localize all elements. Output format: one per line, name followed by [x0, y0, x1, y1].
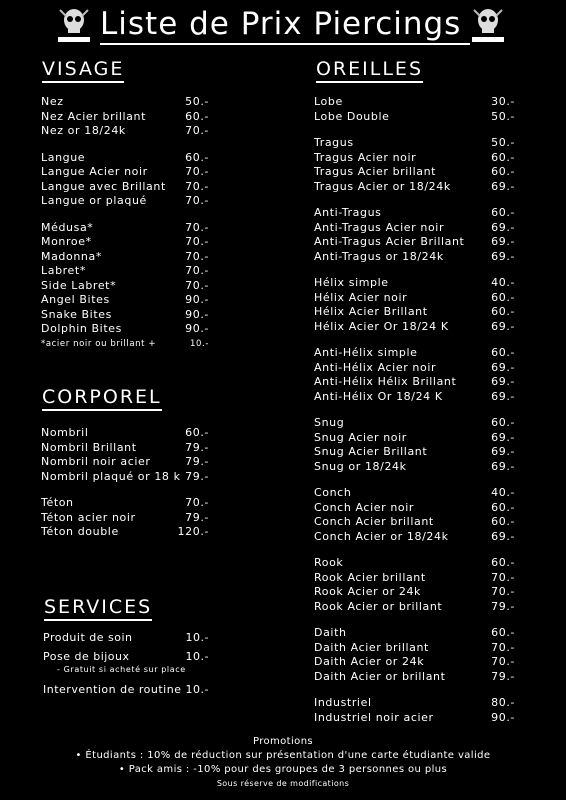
item-label: Nez or 18/24k	[41, 124, 126, 137]
item-price: 70.-	[185, 249, 209, 263]
price-row	[314, 361, 515, 376]
item-label: Rook	[314, 556, 344, 569]
item-label: Lobe Double	[314, 109, 390, 123]
item-label: Daith Acier or brillant	[314, 669, 446, 683]
item-label: Snug or 18/24k	[314, 459, 407, 473]
price-row	[41, 279, 209, 294]
price-row	[314, 641, 515, 656]
promotions-footer	[0, 735, 566, 791]
price-row	[314, 250, 515, 265]
price-row	[41, 455, 209, 470]
service-label: Produit de soin	[43, 631, 133, 644]
price-row	[41, 441, 209, 456]
price-row	[314, 655, 515, 670]
section-heading-visage: VISAGE	[42, 58, 124, 83]
item-label: Téton	[41, 496, 74, 509]
price-row	[41, 470, 209, 485]
item-label: Anti-Tragus Acier noir	[314, 220, 445, 234]
item-price: 90.-	[185, 293, 209, 306]
item-price: 69.-	[491, 430, 515, 444]
price-row	[41, 124, 209, 139]
item-price: 90.-	[491, 710, 515, 724]
price-row	[314, 585, 515, 600]
item-price: 69.-	[491, 179, 515, 193]
oreilles-group	[314, 556, 515, 614]
corporel-group	[41, 426, 209, 484]
item-price: 60.-	[491, 150, 515, 164]
item-price: 79.-	[491, 669, 515, 683]
price-row	[41, 511, 209, 526]
item-price: 60.-	[491, 290, 515, 304]
item-price: 69.-	[491, 445, 515, 458]
item-label: Lobe	[314, 95, 343, 108]
services-price-list	[43, 630, 209, 697]
skull-logo-right	[470, 6, 506, 48]
service-label: Intervention de routine	[43, 683, 182, 696]
item-price: 70.-	[491, 640, 515, 654]
price-row	[41, 264, 209, 279]
price-row	[314, 320, 515, 335]
item-price: 69.-	[491, 529, 515, 543]
skull-logo-left	[56, 6, 92, 48]
price-row	[41, 221, 209, 236]
item-price: 70.-	[185, 165, 209, 178]
item-price: 40.-	[491, 486, 515, 499]
visage-group	[41, 221, 209, 352]
item-price: 70.-	[185, 179, 209, 193]
item-price: 69.-	[491, 459, 515, 473]
price-row	[314, 431, 515, 446]
item-label: Daith Acier brillant	[314, 640, 429, 654]
item-label: Langue or plaqué	[41, 194, 147, 207]
item-price: 79.-	[185, 440, 209, 454]
item-price: 60.-	[185, 150, 209, 164]
price-row	[314, 515, 515, 530]
price-row	[314, 530, 515, 545]
price-row	[41, 426, 209, 441]
item-label: Langue avec Brillant	[41, 179, 166, 193]
item-label: Daith Acier or 24k	[314, 655, 425, 668]
item-label: Téton acier noir	[41, 510, 136, 524]
price-row	[41, 180, 209, 195]
service-note: - Gratuit si acheté sur place	[57, 665, 186, 674]
item-price: 69.-	[491, 389, 515, 403]
price-row	[314, 95, 515, 110]
price-row	[41, 308, 209, 323]
price-row	[314, 235, 515, 250]
item-price: 60.-	[491, 626, 515, 639]
item-price: 50.-	[185, 95, 209, 108]
item-label: Rook Acier or brillant	[314, 599, 443, 613]
item-label: Snug	[314, 416, 345, 429]
price-row	[41, 293, 209, 308]
item-price: 60.-	[491, 416, 515, 429]
item-price: 70.-	[185, 264, 209, 277]
item-label: Angel Bites	[41, 293, 110, 306]
item-label: Hélix simple	[314, 276, 389, 289]
page-title: Liste de Prix Piercings	[100, 6, 470, 45]
price-row	[314, 711, 515, 726]
price-row	[314, 416, 515, 431]
item-label: Conch Acier brillant	[314, 515, 434, 528]
item-price: 70.-	[491, 570, 515, 584]
section-heading-corporel: CORPOREL	[42, 386, 162, 411]
item-label: Monroe*	[41, 235, 92, 248]
price-row	[314, 180, 515, 195]
oreilles-group	[314, 206, 515, 264]
price-row	[314, 305, 515, 320]
price-row	[41, 525, 209, 540]
item-label: Industriel	[314, 696, 372, 709]
item-price: 60.-	[491, 556, 515, 569]
item-label: Anti-Hélix Acier noir	[314, 360, 437, 374]
item-price: 90.-	[185, 322, 209, 335]
item-label: Médusa*	[41, 220, 94, 234]
price-row	[314, 390, 515, 405]
promo-students: • Étudiants : 10% de réduction sur présentation d'une carte étudiante valide	[75, 750, 491, 761]
item-price: 70.-	[185, 278, 209, 292]
item-label: Tragus Acier or 18/24k	[314, 179, 451, 193]
service-label: Pose de bijoux	[43, 650, 130, 663]
price-row	[41, 151, 209, 166]
item-label: *acier noir ou brillant +	[41, 338, 157, 349]
item-label: Nombril plaqué or 18 k	[41, 469, 181, 483]
service-price: 10.-	[185, 650, 209, 663]
price-row	[314, 136, 515, 151]
price-row	[314, 571, 515, 586]
item-label: Tragus Acier noir	[314, 150, 417, 164]
item-label: Conch Acier or 18/24k	[314, 529, 449, 543]
price-row	[314, 556, 515, 571]
price-row	[314, 600, 515, 615]
item-price: 79.-	[185, 455, 209, 468]
item-price: 79.-	[185, 510, 209, 524]
item-label: Snug Acier noir	[314, 430, 407, 444]
item-price: 60.-	[185, 426, 209, 439]
price-row	[314, 501, 515, 516]
price-row	[314, 375, 515, 390]
item-label: Nombril Brillant	[41, 440, 137, 454]
price-row	[41, 337, 209, 352]
item-price: 79.-	[491, 599, 515, 613]
service-row	[43, 649, 209, 664]
item-price: 60.-	[491, 165, 515, 178]
promo-friends-pack: • Pack amis : -10% pour des groupes de 3 personnes ou plus	[118, 764, 448, 775]
item-price: 70.-	[491, 585, 515, 598]
item-price: 50.-	[491, 136, 515, 149]
item-price: 60.-	[491, 305, 515, 318]
price-row	[314, 165, 515, 180]
item-price: 69.-	[491, 360, 515, 374]
section-heading-services: SERVICES	[44, 596, 152, 621]
price-row	[41, 194, 209, 209]
item-price: 60.-	[491, 346, 515, 359]
price-row	[314, 696, 515, 711]
item-price: 70.-	[185, 496, 209, 509]
item-price: 70.-	[185, 194, 209, 207]
price-row	[41, 95, 209, 110]
item-label: Hélix Acier Or 18/24 K	[314, 319, 449, 333]
item-label: Labret*	[41, 264, 86, 277]
item-label: Nombril	[41, 426, 89, 439]
price-row	[41, 322, 209, 337]
oreilles-group	[314, 486, 515, 544]
item-label: Langue Acier noir	[41, 165, 148, 178]
oreilles-group	[314, 416, 515, 474]
item-label: Téton double	[41, 525, 119, 538]
oreilles-price-list	[314, 95, 515, 737]
item-price: 79.-	[185, 469, 209, 483]
item-label: Anti-Hélix Or 18/24 K	[314, 389, 443, 403]
service-price: 10.-	[185, 683, 209, 696]
price-row	[314, 445, 515, 460]
price-row	[41, 165, 209, 180]
service-row	[43, 630, 209, 645]
item-label: Anti-Hélix simple	[314, 346, 418, 359]
item-price: 70.-	[185, 235, 209, 248]
price-row	[41, 250, 209, 265]
item-label: Snake Bites	[41, 307, 112, 321]
item-price: 69.-	[491, 220, 515, 234]
price-row	[41, 496, 209, 511]
section-heading-oreilles: OREILLES	[316, 58, 423, 83]
item-price: 60.-	[185, 109, 209, 123]
item-label: Tragus	[314, 136, 354, 149]
price-row	[314, 110, 515, 125]
oreilles-group	[314, 626, 515, 684]
item-price: 69.-	[491, 375, 515, 388]
item-label: Snug Acier Brillant	[314, 445, 428, 458]
item-price: 40.-	[491, 276, 515, 289]
price-row	[314, 670, 515, 685]
price-row	[314, 276, 515, 291]
item-label: Hélix Acier Brillant	[314, 305, 428, 318]
item-label: Nez Acier brillant	[41, 109, 146, 123]
item-label: Anti-Hélix Hélix Brillant	[314, 375, 457, 388]
price-row	[314, 221, 515, 236]
item-price: 80.-	[491, 696, 515, 709]
item-label: Hélix Acier noir	[314, 290, 408, 304]
oreilles-group	[314, 696, 515, 725]
item-price: 69.-	[491, 249, 515, 263]
price-row	[314, 626, 515, 641]
item-price: 69.-	[491, 319, 515, 333]
item-label: Conch Acier noir	[314, 500, 415, 514]
corporel-group	[41, 496, 209, 540]
item-label: Daith	[314, 626, 347, 639]
item-label: Dolphin Bites	[41, 322, 122, 335]
item-price: 70.-	[185, 220, 209, 234]
item-price: 70.-	[185, 124, 209, 137]
price-row	[314, 346, 515, 361]
price-row	[314, 460, 515, 475]
item-price: 10.-	[190, 338, 209, 349]
disclaimer: Sous réserve de modifications	[216, 779, 350, 788]
price-row	[314, 486, 515, 501]
item-label: Nombril noir acier	[41, 455, 151, 468]
item-label: Tragus Acier brillant	[314, 165, 437, 178]
oreilles-group	[314, 95, 515, 124]
price-row	[314, 151, 515, 166]
item-label: Anti-Tragus Acier Brillant	[314, 235, 465, 248]
item-label: Conch	[314, 486, 352, 499]
item-price: 60.-	[491, 500, 515, 514]
item-label: Anti-Tragus	[314, 206, 382, 219]
item-price: 50.-	[491, 109, 515, 123]
service-row	[43, 682, 209, 697]
price-row	[314, 206, 515, 221]
item-price: 69.-	[491, 235, 515, 248]
item-price: 90.-	[185, 307, 209, 321]
item-label: Side Labret*	[41, 278, 117, 292]
oreilles-group	[314, 346, 515, 404]
visage-price-list	[41, 95, 209, 363]
item-label: Nez	[41, 95, 64, 108]
item-label: Anti-Tragus or 18/24k	[314, 249, 444, 263]
item-label: Langue	[41, 150, 86, 164]
visage-group	[41, 95, 209, 139]
visage-group	[41, 151, 209, 209]
price-row	[41, 235, 209, 250]
item-price: 120.-	[177, 525, 209, 538]
corporel-price-list	[41, 426, 209, 552]
item-price: 60.-	[491, 206, 515, 219]
item-price: 70.-	[491, 655, 515, 668]
item-label: Industriel noir acier	[314, 710, 434, 724]
oreilles-group	[314, 276, 515, 334]
oreilles-group	[314, 136, 515, 194]
item-label: Madonna*	[41, 249, 102, 263]
price-row	[314, 291, 515, 306]
promotions-title: Promotions	[252, 736, 314, 747]
item-label: Rook Acier or 24k	[314, 585, 422, 598]
item-price: 60.-	[491, 515, 515, 528]
item-label: Rook Acier brillant	[314, 570, 426, 584]
item-price: 30.-	[491, 95, 515, 108]
service-price: 10.-	[185, 631, 209, 644]
price-row	[41, 110, 209, 125]
